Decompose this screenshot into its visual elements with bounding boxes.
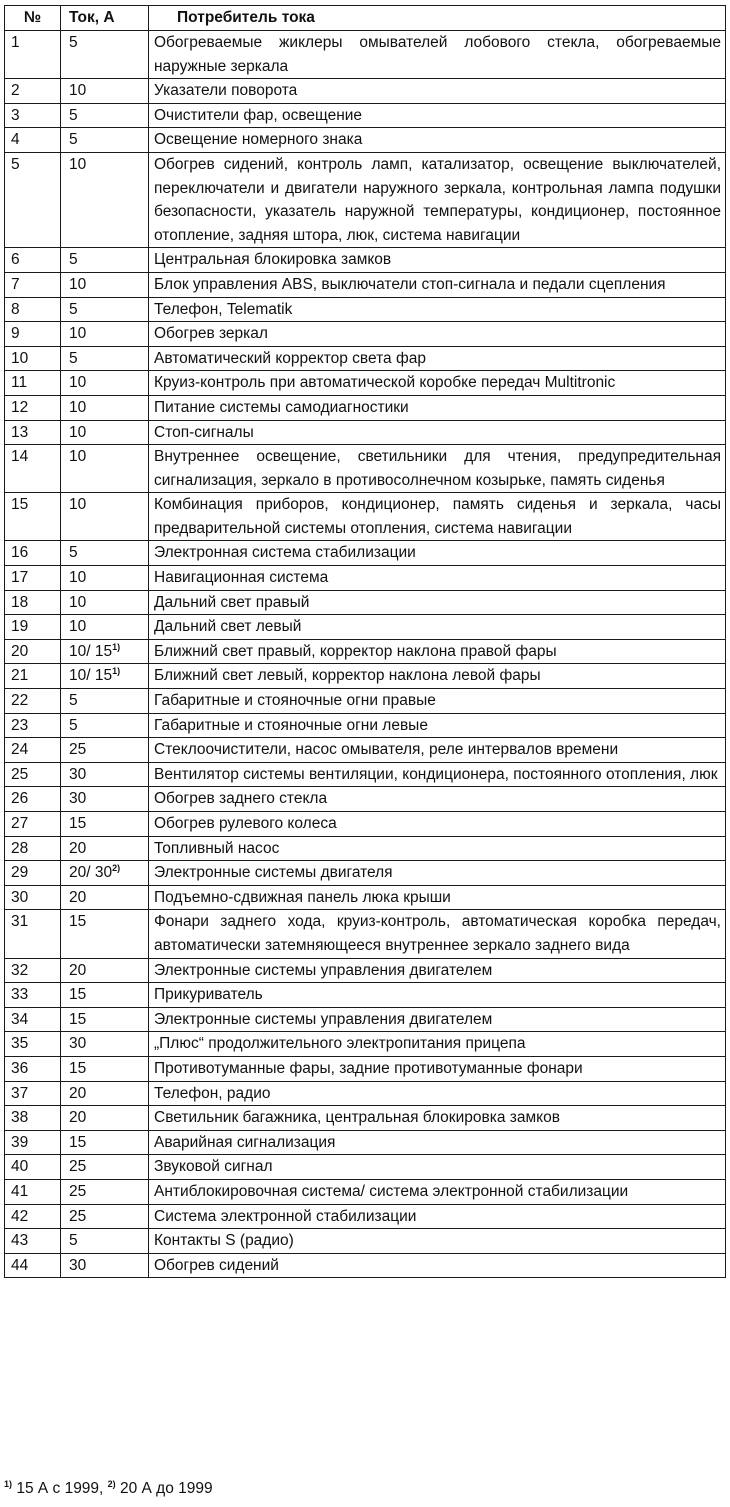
fuse-consumer: Электронная система стабилизации	[149, 541, 726, 566]
fuse-consumer: Подъемно-сдвижная панель люка крыши	[149, 885, 726, 910]
fuse-current-value: 20	[69, 961, 87, 979]
fuse-consumer: Дальний свет левый	[149, 615, 726, 640]
fuse-current	[61, 983, 149, 1008]
table-row	[5, 1056, 726, 1081]
table-row	[5, 346, 726, 371]
fuse-current-value: 15	[69, 1133, 87, 1151]
table-row	[5, 738, 726, 763]
fuse-current	[61, 541, 149, 566]
fuse-consumer: Габаритные и стояночные огни левые	[149, 713, 726, 738]
table-row	[5, 395, 726, 420]
fuse-current-value: 25	[69, 1158, 87, 1176]
table-row	[5, 297, 726, 322]
fuse-number: 27	[5, 812, 61, 837]
fuse-consumer: Навигационная система	[149, 566, 726, 591]
fuse-current	[61, 958, 149, 983]
table-row	[5, 910, 726, 958]
fuse-current	[61, 861, 149, 886]
fuse-consumer: Аварийная сигнализация	[149, 1130, 726, 1155]
fuse-current	[61, 1007, 149, 1032]
fuse-consumer: Автоматический корректор света фар	[149, 346, 726, 371]
fuse-number: 19	[5, 615, 61, 640]
fuse-number: 31	[5, 910, 61, 958]
fuse-number: 12	[5, 395, 61, 420]
fuse-current-value: 20	[69, 839, 87, 857]
fuse-current	[61, 420, 149, 445]
fuse-consumer: Обогрев зеркал	[149, 322, 726, 347]
fuse-current-value: 20	[69, 888, 87, 906]
fuse-consumer: „Плюс“ продолжительного электропитания прицепа	[149, 1032, 726, 1057]
fuse-consumer: Система электронной стабилизации	[149, 1204, 726, 1229]
fuse-consumer: Центральная блокировка замков	[149, 248, 726, 273]
fuse-current-value: 10/ 15	[69, 642, 113, 660]
fuse-number: 6	[5, 248, 61, 273]
fuse-number: 43	[5, 1229, 61, 1254]
fuse-consumer: Телефон, Telematik	[149, 297, 726, 322]
fuse-consumer: Блок управления ABS, выключатели стоп-сигнала и педали сцепления	[149, 272, 726, 297]
fuse-consumer: Обогрев сидений, контроль ламп, катализатор, освещение выключателей, переключатели и двигатели наружного зеркала, контрольная лампа подушки безопасности, указатель наружной температуры, кондиционер, постоянное отопление, задняя штора, люк, система навигации	[149, 152, 726, 247]
fuse-consumer: Освещение номерного знака	[149, 128, 726, 153]
fuse-current-value: 10	[69, 569, 87, 587]
table-row	[5, 1179, 726, 1204]
fuse-number: 40	[5, 1155, 61, 1180]
fuse-current	[61, 885, 149, 910]
fuse-number: 29	[5, 861, 61, 886]
fuse-number: 4	[5, 128, 61, 153]
fuse-consumer: Фонари заднего хода, круиз-контроль, автоматическая коробка передач, автоматически затемняющееся внутреннее зеркало заднего вида	[149, 910, 726, 958]
table-row	[5, 664, 726, 689]
fuse-consumer: Обогрев рулевого колеса	[149, 812, 726, 837]
fuse-current-value: 15	[69, 913, 87, 931]
fuse-consumer: Очистители фар, освещение	[149, 103, 726, 128]
fuse-consumer: Звуковой сигнал	[149, 1155, 726, 1180]
fuse-number: 9	[5, 322, 61, 347]
table-row	[5, 152, 726, 247]
fuse-current	[61, 272, 149, 297]
fuse-number: 26	[5, 787, 61, 812]
fuse-current	[61, 493, 149, 541]
fuse-number: 8	[5, 297, 61, 322]
fuse-current-value: 5	[69, 131, 78, 149]
fuse-number: 16	[5, 541, 61, 566]
fuse-current	[61, 79, 149, 104]
fuse-consumer: Обогрев заднего стекла	[149, 787, 726, 812]
table-row	[5, 420, 726, 445]
fuse-current-value: 30	[69, 765, 87, 783]
fuse-current	[61, 395, 149, 420]
fuse-consumer: Телефон, радио	[149, 1081, 726, 1106]
table-row	[5, 1106, 726, 1131]
fuse-number: 2	[5, 79, 61, 104]
fuse-consumer: Питание системы самодиагностики	[149, 395, 726, 420]
table-row	[5, 322, 726, 347]
fuse-current	[61, 787, 149, 812]
fuse-consumer: Ближний свет правый, корректор наклона правой фары	[149, 639, 726, 664]
fuse-current-value: 10	[69, 155, 87, 173]
fuse-current	[61, 1081, 149, 1106]
fuse-current-value: 30	[69, 1256, 87, 1274]
fuse-number: 18	[5, 590, 61, 615]
fuse-table	[4, 5, 726, 1278]
fuse-current-value: 30	[69, 790, 87, 808]
table-row	[5, 1253, 726, 1278]
table-row	[5, 103, 726, 128]
fuse-number: 25	[5, 762, 61, 787]
fuse-number: 20	[5, 639, 61, 664]
fuse-current	[61, 762, 149, 787]
fuse-current	[61, 445, 149, 493]
fuse-current-value: 10	[69, 618, 87, 636]
fuse-current	[61, 1106, 149, 1131]
fuse-current	[61, 152, 149, 247]
fuse-current	[61, 1204, 149, 1229]
fuse-current-value: 5	[69, 692, 78, 710]
table-row	[5, 713, 726, 738]
fuse-consumer: Дальний свет правый	[149, 590, 726, 615]
fuse-current	[61, 1253, 149, 1278]
fuse-consumer: Обогреваемые жиклеры омывателей лобового стекла, обогреваемые наружные зеркала	[149, 31, 726, 79]
fuse-current	[61, 664, 149, 689]
table-row	[5, 1130, 726, 1155]
fuse-current-value: 20	[69, 1084, 87, 1102]
fuse-consumer: Светильник багажника, центральная блокировка замков	[149, 1106, 726, 1131]
fuse-current	[61, 297, 149, 322]
table-row	[5, 445, 726, 493]
fuse-current	[61, 910, 149, 958]
fuse-current-value: 15	[69, 1059, 87, 1077]
fuse-number: 41	[5, 1179, 61, 1204]
table-body	[5, 31, 726, 1278]
fuse-number: 24	[5, 738, 61, 763]
fuse-current	[61, 590, 149, 615]
fuse-consumer: Противотуманные фары, задние противотуманные фонари	[149, 1056, 726, 1081]
table-row	[5, 272, 726, 297]
fuse-current-value: 15	[69, 1010, 87, 1028]
footnote-ref: 2)	[112, 863, 121, 874]
table-row	[5, 1204, 726, 1229]
fuse-consumer: Внутреннее освещение, светильники для чтения, предупредительная сигнализация, зеркало в противосолнечном козырьке, память сиденья	[149, 445, 726, 493]
header-consumer: Потребитель тока	[149, 6, 726, 31]
fuse-current	[61, 128, 149, 153]
table-row	[5, 79, 726, 104]
fuse-consumer: Стеклоочистители, насос омывателя, реле интервалов времени	[149, 738, 726, 763]
fuse-consumer: Электронные системы двигателя	[149, 861, 726, 886]
table-row	[5, 639, 726, 664]
fuse-current	[61, 1155, 149, 1180]
fuse-current-value: 5	[69, 349, 78, 367]
fuse-consumer: Электронные системы управления двигателем	[149, 1007, 726, 1032]
fuse-current-value: 25	[69, 1182, 87, 1200]
table-row	[5, 689, 726, 714]
fuse-number: 34	[5, 1007, 61, 1032]
fuse-consumer: Обогрев сидений	[149, 1253, 726, 1278]
fuse-consumer: Габаритные и стояночные огни правые	[149, 689, 726, 714]
fuse-current-value: 30	[69, 1035, 87, 1053]
table-row	[5, 1081, 726, 1106]
table-row	[5, 371, 726, 396]
fuse-current	[61, 1179, 149, 1204]
fuse-current-value: 10	[69, 423, 87, 441]
fuse-current	[61, 639, 149, 664]
fuse-current-value: 15	[69, 986, 87, 1004]
fuse-number: 37	[5, 1081, 61, 1106]
fuse-current-value: 5	[69, 251, 78, 269]
fuse-current-value: 10	[69, 325, 87, 343]
table-row	[5, 812, 726, 837]
fuse-current	[61, 322, 149, 347]
fuse-current-value: 25	[69, 1207, 87, 1225]
table-row	[5, 248, 726, 273]
fuse-number: 10	[5, 346, 61, 371]
fuse-current	[61, 1032, 149, 1057]
fuse-current-value: 10	[69, 398, 87, 416]
fuse-number: 11	[5, 371, 61, 396]
table-row	[5, 615, 726, 640]
fuse-current-value: 10	[69, 82, 87, 100]
fuse-current-value: 5	[69, 1232, 78, 1250]
fuse-current	[61, 371, 149, 396]
table-row	[5, 885, 726, 910]
fuse-number: 32	[5, 958, 61, 983]
footnote-text-2: 20 А до 1999	[115, 1480, 213, 1498]
fuse-number: 33	[5, 983, 61, 1008]
fuse-current	[61, 689, 149, 714]
table-row	[5, 1032, 726, 1057]
table-row	[5, 983, 726, 1008]
fuse-current-value: 10/ 15	[69, 667, 113, 685]
fuse-number: 42	[5, 1204, 61, 1229]
fuse-current-value: 10	[69, 275, 87, 293]
header-current: Ток, А	[61, 6, 149, 31]
fuse-number: 28	[5, 836, 61, 861]
fuse-number: 15	[5, 493, 61, 541]
fuse-consumer: Вентилятор системы вентиляции, кондиционера, постоянного отопления, люк	[149, 762, 726, 787]
fuse-number: 7	[5, 272, 61, 297]
fuse-current	[61, 346, 149, 371]
fuse-current-value: 10	[69, 374, 87, 392]
fuse-current-value: 20/ 30	[69, 864, 113, 882]
table-row	[5, 566, 726, 591]
footnote-text-1: 15 А с 1999,	[12, 1480, 108, 1498]
header-number: №	[5, 6, 61, 31]
fuse-number: 17	[5, 566, 61, 591]
fuse-current	[61, 1056, 149, 1081]
table-row	[5, 958, 726, 983]
fuse-current	[61, 713, 149, 738]
fuse-number: 23	[5, 713, 61, 738]
table-header-row	[5, 6, 726, 31]
fuse-consumer: Круиз-контроль при автоматической коробке передач Multitronic	[149, 371, 726, 396]
fuse-current-value: 15	[69, 815, 87, 832]
table-row	[5, 762, 726, 787]
fuse-current-value: 5	[69, 106, 78, 124]
fuse-number: 22	[5, 689, 61, 714]
footnote	[4, 1474, 213, 1499]
fuse-current	[61, 836, 149, 861]
footnote-mark-2: 2)	[107, 1479, 116, 1489]
fuse-consumer: Антиблокировочная система/ система электронной стабилизации	[149, 1179, 726, 1204]
fuse-current	[61, 1130, 149, 1155]
fuse-number: 30	[5, 885, 61, 910]
table-row	[5, 1155, 726, 1180]
fuse-current	[61, 566, 149, 591]
fuse-current	[61, 812, 149, 837]
fuse-number: 21	[5, 664, 61, 689]
fuse-current-value: 5	[69, 544, 78, 562]
table-row	[5, 128, 726, 153]
fuse-number: 44	[5, 1253, 61, 1278]
fuse-number: 14	[5, 445, 61, 493]
table-row	[5, 1007, 726, 1032]
footnote-mark-1: 1)	[4, 1479, 13, 1489]
fuse-consumer: Стоп-сигналы	[149, 420, 726, 445]
table-row	[5, 541, 726, 566]
fuse-consumer: Ближний свет левый, корректор наклона левой фары	[149, 664, 726, 689]
fuse-consumer: Прикуриватель	[149, 983, 726, 1008]
fuse-number: 1	[5, 31, 61, 79]
fuse-current-value: 10	[69, 448, 87, 466]
fuse-current	[61, 1229, 149, 1254]
fuse-number: 5	[5, 152, 61, 247]
footnote-ref: 1)	[112, 641, 121, 652]
fuse-number: 3	[5, 103, 61, 128]
footnote-ref: 1)	[112, 666, 121, 677]
fuse-number: 36	[5, 1056, 61, 1081]
fuse-current-value: 10	[69, 496, 87, 514]
fuse-current	[61, 103, 149, 128]
fuse-current	[61, 738, 149, 763]
fuse-consumer: Топливный насос	[149, 836, 726, 861]
fuse-number: 38	[5, 1106, 61, 1131]
fuse-current-value: 20	[69, 1109, 87, 1127]
table-row	[5, 1229, 726, 1254]
fuse-consumer: Комбинация приборов, кондиционер, память сиденья и зеркала, часы предварительной системы отопления, система навигации	[149, 493, 726, 541]
table-row	[5, 493, 726, 541]
fuse-current	[61, 248, 149, 273]
table-row	[5, 787, 726, 812]
fuse-number: 13	[5, 420, 61, 445]
table-row	[5, 836, 726, 861]
fuse-current-value: 5	[69, 34, 78, 51]
fuse-consumer: Электронные системы управления двигателем	[149, 958, 726, 983]
fuse-number: 39	[5, 1130, 61, 1155]
fuse-current-value: 10	[69, 593, 87, 611]
fuse-current	[61, 615, 149, 640]
table-row	[5, 31, 726, 79]
fuse-consumer: Контакты S (радио)	[149, 1229, 726, 1254]
fuse-current-value: 5	[69, 300, 78, 318]
fuse-current	[61, 31, 149, 79]
fuse-consumer: Указатели поворота	[149, 79, 726, 104]
table-row	[5, 861, 726, 886]
fuse-number: 35	[5, 1032, 61, 1057]
fuse-current-value: 5	[69, 716, 78, 734]
table-row	[5, 590, 726, 615]
fuse-current-value: 25	[69, 741, 87, 759]
